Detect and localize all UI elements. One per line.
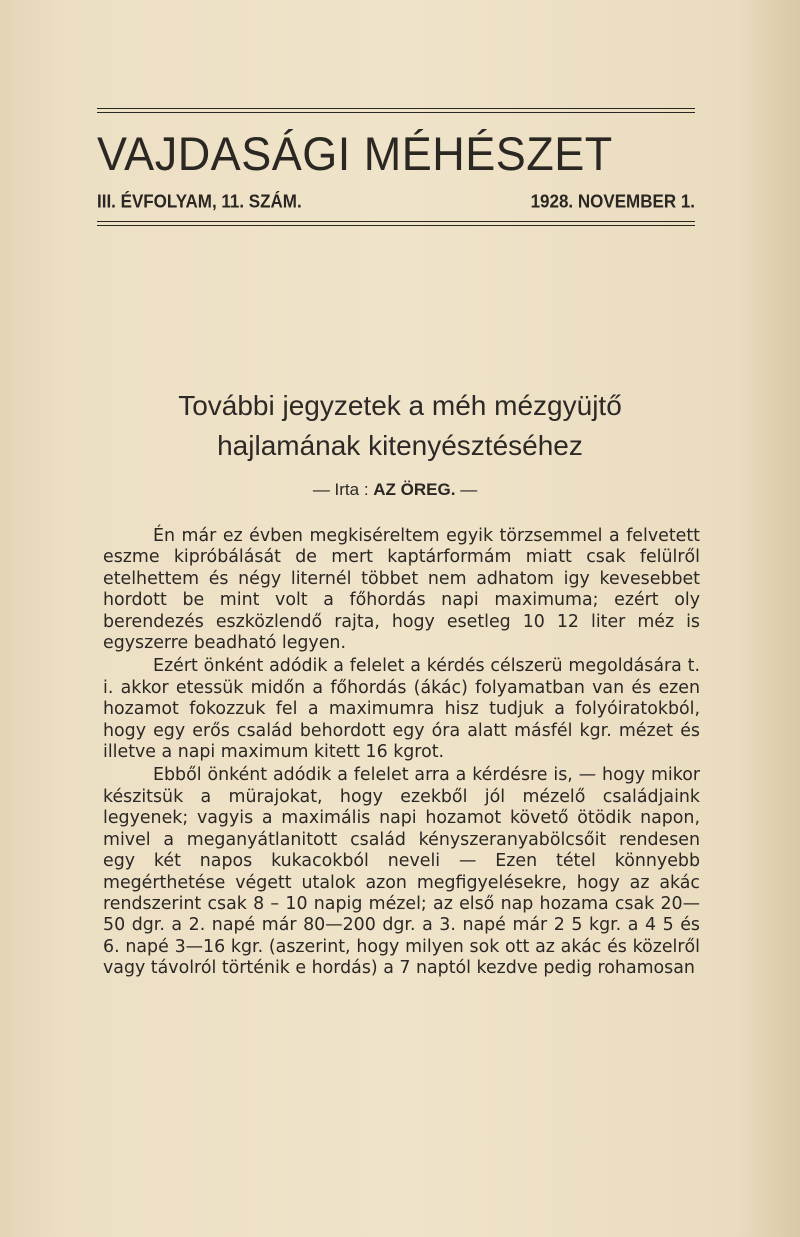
paragraph-1: Én már ez évben megkiséreltem egyik törzsemmel a felvetett eszme kipróbálását de mert kaptárformám miatt csak felülről etelhettem és négy liternél többet nem adhatom igy kevesebbet hordott be mint volt a főhordás napi maximuma; ezért oly berendezés eszközlendő rajta, hogy esetleg 10 12 liter méz is egyszerre beadható legyen. <box>103 526 700 654</box>
author-line <box>0 480 790 500</box>
author-prefix: — Irta : <box>312 480 369 499</box>
author-suffix: — <box>460 480 478 499</box>
masthead-bottom-rule-thin <box>97 225 695 226</box>
masthead-top-rule-thin <box>97 112 695 113</box>
author-name: AZ ÖREG. <box>373 480 456 499</box>
masthead <box>97 108 695 229</box>
issue-date: 1928. NOVEMBER 1. <box>530 191 695 212</box>
paragraph-3: Ebből önként adódik a felelet arra a kérdésre is, — hogy mikor készitsük a mürajokat, hogy ezekből jól mézelő családjaink legyenek; vagyis a maximális napi hozamot követő ötödik napon, mivel a meganyátlanitott család kényszeranyabölcsőit rendesen egy két napos kukacokból neveli — Ezen tétel könnyebb megérthetése végett utalok azon megfigyelésekre, hogy az akác rendszerint csak 8 – 10 napig mézel; az első nap hozama csak 20—50 dgr. a 2. napé már 80—200 dgr. a 3. napé már 2 5 kgr. a 4 5 és 6. napé 3—16 kgr. (aszerint, hogy milyen sok ott az akác és közelről vagy távolról történik e hordás) a 7 naptól kezdve pedig rohamosan <box>103 765 700 979</box>
masthead-bottom-rule <box>97 221 695 222</box>
article-title <box>0 386 800 466</box>
paragraph-2: Ezért önként adódik a felelet a kérdés célszerü megoldására t. i. akkor etessük midőn a főhordás (ákác) folyamatban van és ezen hozamot fokozzuk fel a maximumra hisz tudjuk a folyóiratokból, hogy egy erős család behordott egy óra alatt másfél kgr. mézet és illetve a napi maximum kitett 16 kgrot. <box>103 656 700 763</box>
article-title-line-1: További jegyzetek a méh mézgyüjtő <box>178 390 622 421</box>
volume-issue: III. ÉVFOLYAM, 11. SZÁM. <box>97 191 302 212</box>
article-title-line-2: hajlamának kitenyésztéséhez <box>217 430 583 461</box>
article-body <box>103 526 700 982</box>
masthead-subline <box>97 191 695 213</box>
journal-title: VAJDASÁGI MÉHÉSZET <box>97 126 613 181</box>
masthead-top-rule <box>97 108 695 109</box>
